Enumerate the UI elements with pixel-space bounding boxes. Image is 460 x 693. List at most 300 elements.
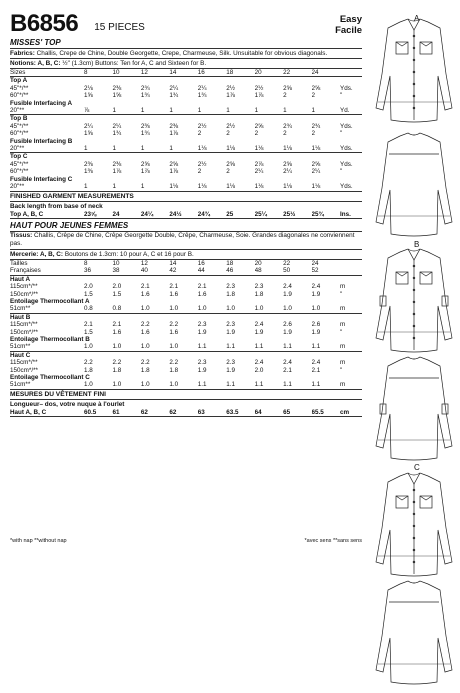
table-cell: 24½ (169, 211, 197, 219)
table-row (10, 153, 362, 161)
table-cell: 46 (226, 267, 254, 275)
table-cell: 2.3 (226, 359, 235, 367)
piece-count: 15 PIECES (94, 22, 145, 33)
table-row (10, 138, 362, 145)
row-label: Entoilage Thermocollant A (10, 297, 90, 305)
view-c-back-drawing (368, 576, 460, 693)
table-cell: 1 (169, 145, 197, 153)
table-cell: 1¾ (140, 130, 150, 138)
table-row (10, 359, 362, 366)
table-cell: 1⅛ (283, 145, 311, 153)
table-cell: 24¾ (198, 211, 226, 219)
footer (10, 538, 362, 544)
table-cell: 2.1 (84, 321, 93, 329)
row-label: 60"*/** (10, 92, 29, 100)
row-unit: m (340, 283, 346, 291)
row-label: 45"*/** (10, 84, 29, 92)
table-row (10, 367, 362, 374)
table-cell: 1⅛ (312, 145, 341, 153)
table-cell: 24 (312, 69, 341, 77)
table-cell: 2 (311, 130, 316, 138)
view-a-back-drawing (368, 128, 460, 245)
table-cell: 2¼ (169, 84, 179, 92)
table-cell: 62 (169, 409, 197, 417)
table-cell: 1 (226, 107, 254, 115)
table-cell: 0.8 (84, 305, 112, 313)
row-label: Entoilage Thermocollant C (10, 374, 90, 381)
table-cell: 2 (197, 130, 202, 138)
table-cell: 8 (84, 259, 88, 267)
table-cell: 1⅛ (169, 183, 197, 191)
footer-right: *avec sens **sans sens (304, 538, 362, 544)
table-row (10, 291, 362, 298)
view-label-b: B (414, 240, 420, 249)
table-cell: 1⅝ (84, 92, 93, 100)
table-cell: 1 (112, 145, 140, 153)
table-cell: 1.9 (197, 366, 207, 374)
finished-measurements-sub-fr: Longueur– dos, votre nuque à l'ourlet (10, 400, 125, 408)
difficulty (335, 14, 362, 36)
table-cell: 2.3 (226, 321, 235, 329)
table-cell: 1⅞ (140, 168, 150, 176)
table-cell: 2 (283, 130, 287, 138)
table-cell: 1 (84, 145, 112, 153)
table-cell: 1.5 (84, 328, 93, 336)
table-cell: 2.4 (311, 359, 321, 367)
finished-measurements-sub: Back length from base of neck (10, 202, 103, 210)
table-cell: 2 (283, 92, 287, 100)
table-cell: 1.0 (283, 305, 311, 313)
view-c-front-drawing (368, 468, 460, 585)
finished-measurements-fr (10, 409, 362, 417)
table-cell: 2⅝ (283, 160, 292, 168)
table-cell: 1.6 (169, 290, 179, 298)
table-cell: 2.2 (112, 359, 122, 367)
table-cell: 1.9 (197, 328, 207, 336)
table-cell: 2⅛ (84, 84, 93, 92)
row-label: Entoilage Thermocollant B (10, 335, 90, 343)
row-unit: " (340, 328, 343, 336)
mercerie-line (10, 250, 362, 260)
row-unit: " (340, 290, 343, 298)
row-label: Top A, B, C (10, 211, 84, 219)
table-row (10, 69, 362, 77)
table-cell: 2¼ (84, 122, 93, 130)
table-cell: 1 (141, 107, 169, 115)
row-unit: " (340, 366, 343, 374)
notions-text: ½" (1.3cm) Buttons: Ten for A, C and Sixteen for B. (60, 60, 207, 67)
table-cell: 2.4 (283, 359, 292, 367)
table-cell: 2⅝ (311, 84, 321, 92)
fabrics-line (10, 49, 362, 59)
yardage-table-en (10, 69, 362, 192)
table-cell: 1.9 (283, 290, 292, 298)
table-cell: 42 (169, 267, 197, 275)
finished-table (10, 211, 362, 219)
table-row (10, 168, 362, 175)
table-cell: 62 (141, 409, 169, 417)
table-cell: 2⅜ (84, 160, 93, 168)
table-row (10, 211, 362, 219)
table-cell: 2½ (254, 84, 264, 92)
row-unit: m (340, 343, 362, 351)
table-cell: 1.9 (283, 328, 292, 336)
row-label: Haut A (10, 275, 31, 283)
table-cell (340, 69, 362, 77)
finished-measurements-en (10, 211, 362, 219)
table-row (10, 260, 362, 267)
table-row (10, 123, 362, 130)
table-cell: 2¼ (283, 168, 292, 176)
table-cell: 1¾ (112, 130, 122, 138)
table-cell: 65.5 (312, 409, 341, 417)
row-unit: " (340, 168, 343, 176)
row-label: 20"** (10, 145, 84, 153)
table-cell: 2.0 (112, 283, 122, 291)
row-unit: Yds. (340, 160, 353, 168)
table-cell: 2⅜ (140, 122, 150, 130)
table-cell: 1⅛ (226, 145, 254, 153)
table-cell: 1.1 (312, 343, 341, 351)
row-label: 60"*/** (10, 168, 29, 176)
table-cell: 1.9 (226, 328, 235, 336)
finished-measurements-title: FINISHED GARMENT MEASUREMENTS (10, 192, 362, 202)
row-label: 20"** (10, 183, 84, 191)
table-row (10, 92, 362, 99)
table-row (10, 336, 362, 343)
yardage-table (10, 260, 362, 390)
table-cell: 1 (141, 145, 169, 153)
table-cell: 36 (84, 267, 112, 275)
table-cell: 2.3 (197, 359, 207, 367)
table-cell: 1⅞ (112, 168, 122, 176)
row-label: Haut A, B, C (10, 409, 84, 417)
table-cell: 2.2 (169, 321, 179, 329)
table-row (10, 409, 362, 417)
table-cell: 1.0 (141, 305, 169, 313)
row-label: Haut C (10, 351, 31, 359)
table-cell: 20 (255, 69, 283, 77)
table-cell: 25¼ (255, 211, 283, 219)
table-cell: 1.9 (226, 366, 235, 374)
table-row (10, 381, 362, 389)
table-cell: 1.0 (255, 305, 283, 313)
table-cell: 1⅜ (84, 168, 93, 176)
table-cell: 1.0 (198, 305, 226, 313)
row-label: 150cm*/** (10, 290, 39, 298)
row-label: 115cm*/** (10, 359, 38, 367)
fabrics-text: Challis, Crepe de Chine, Double Georgette, Crepe, Charmeuse, Silk. Unsuitable for obvious diagonals. (34, 50, 328, 57)
table-cell: 2¾ (283, 122, 292, 130)
table-cell: 52 (312, 267, 341, 275)
row-label: Françaises (10, 267, 84, 275)
table-cell: 1.1 (255, 381, 283, 389)
table-row (10, 183, 362, 191)
table-cell: 1⅛ (198, 145, 226, 153)
table-cell: 63.5 (226, 409, 254, 417)
table-cell: 1.0 (112, 343, 140, 351)
table-cell: 1¾ (197, 92, 207, 100)
table-cell: 2.3 (197, 321, 207, 329)
table-cell: 2⅝ (311, 160, 321, 168)
table-cell: 60.5 (84, 409, 112, 417)
table-cell: 2⅞ (254, 160, 264, 168)
table-row (10, 275, 362, 283)
table-cell: 1 (84, 183, 112, 191)
row-label: Fusible Interfacing A (10, 99, 73, 107)
row-unit: Yds. (340, 122, 353, 130)
table-cell: 0.8 (112, 305, 140, 313)
table-cell: 1.0 (84, 381, 112, 389)
mercerie-label: Mercerie: A, B, C: (10, 250, 64, 258)
table-cell: 2.4 (311, 283, 321, 291)
table-cell: 1.5 (112, 290, 122, 298)
table-cell: 2¼ (311, 168, 321, 176)
table-cell: 2 (254, 130, 259, 138)
row-unit: Ins. (340, 211, 362, 219)
row-label: 51cm** (10, 343, 84, 351)
table-row (10, 305, 362, 313)
yardage-table (10, 69, 362, 192)
table-cell: ⅞ (84, 107, 112, 115)
row-label: Top B (10, 115, 28, 123)
table-cell: 1⅛ (198, 183, 226, 191)
row-unit: Yds. (340, 145, 362, 153)
yardage-table-fr (10, 260, 362, 390)
table-cell: 1⅞ (169, 168, 179, 176)
table-cell: 1 (312, 107, 341, 115)
table-cell: 2¾ (140, 84, 150, 92)
row-label: Top A (10, 77, 28, 85)
table-row (10, 161, 362, 168)
table-cell: 1.8 (254, 290, 264, 298)
table-cell: 2¼ (112, 122, 122, 130)
table-cell: 8 (84, 69, 112, 77)
table-cell: 1 (141, 183, 169, 191)
table-cell: 63 (198, 409, 226, 417)
table-cell: 22 (283, 69, 311, 77)
table-row (10, 107, 362, 115)
table-row (10, 85, 362, 92)
table-cell: 2⅜ (169, 122, 179, 130)
table-cell: 2½ (226, 84, 235, 92)
table-cell: 1.8 (226, 290, 235, 298)
table-cell: 1.0 (312, 305, 341, 313)
table-cell: 1⅛ (226, 183, 254, 191)
table-cell: 1.8 (84, 366, 93, 374)
finished-table (10, 409, 362, 417)
table-cell: 1 (112, 107, 140, 115)
table-cell: 38 (112, 267, 140, 275)
tissus-text: Challis, Crêpe de Chine, Crêpe Georgette Double, Crêpe, Charmeuse, Soie. Grandes diagonales ne conviennent pas. (10, 231, 355, 248)
table-cell: 1.8 (112, 366, 122, 374)
table-cell: 1.6 (140, 328, 150, 336)
table-row (10, 130, 362, 137)
table-cell: 25 (226, 211, 254, 219)
fabrics-label: Fabrics: (10, 50, 35, 57)
table-cell: 1.0 (84, 343, 112, 351)
table-cell: 1⅛ (255, 183, 283, 191)
table-cell: 1⅞ (169, 130, 179, 138)
table-cell: 12 (141, 69, 169, 77)
table-cell: 1⅛ (255, 145, 283, 153)
notions-line (10, 59, 362, 69)
table-cell: 65 (283, 409, 311, 417)
table-cell: 1.1 (198, 381, 226, 389)
table-cell: 48 (255, 267, 283, 275)
table-cell: 64 (255, 409, 283, 417)
table-cell: 2.3 (226, 283, 235, 291)
view-b-back-drawing (368, 352, 460, 469)
table-cell: 1.0 (226, 305, 254, 313)
pattern-envelope-back (10, 6, 362, 417)
table-cell: 1.1 (198, 343, 226, 351)
table-cell: 1.1 (283, 343, 311, 351)
table-cell: 1.1 (226, 343, 254, 351)
row-unit: Yd. (340, 107, 362, 115)
table-cell: 1⅝ (84, 130, 93, 138)
table-cell: 10 (112, 69, 140, 77)
table-row (10, 351, 362, 359)
table-cell: 2 (311, 92, 316, 100)
table-cell: 2.6 (311, 321, 321, 329)
table-cell: 2 (226, 168, 230, 176)
table-cell: 1.9 (254, 328, 264, 336)
table-cell: 2⅜ (112, 160, 122, 168)
notions-label: Notions: A, B, C: (10, 60, 61, 67)
table-cell: 2¼ (197, 84, 207, 92)
table-cell: 1 (169, 107, 197, 115)
table-cell: 1.6 (140, 290, 150, 298)
row-unit: cm (340, 409, 362, 417)
table-cell: 25¾ (312, 211, 341, 219)
table-row (10, 374, 362, 381)
table-row (10, 100, 362, 107)
table-cell: 1.8 (169, 366, 179, 374)
technical-drawings (368, 0, 460, 687)
table-cell: 2 (197, 168, 202, 176)
pattern-number: B6856 (10, 10, 79, 37)
table-cell: 1¾ (169, 92, 179, 100)
row-label: Tailles (10, 259, 28, 267)
table-cell: 20 (254, 259, 262, 267)
table-cell: 2½ (197, 122, 207, 130)
row-unit: m (340, 321, 346, 329)
table-cell: 14 (169, 259, 177, 267)
row-unit: Yds. (340, 183, 362, 191)
tissus-label: Tissus: (10, 231, 33, 239)
table-cell: 18 (226, 69, 254, 77)
row-unit: Yds. (340, 84, 353, 92)
row-label: Fusible Interfacing C (10, 175, 73, 183)
table-cell: 1.0 (169, 343, 197, 351)
table-cell: 2.4 (254, 321, 264, 329)
row-label: Sizes (10, 69, 84, 77)
table-row (10, 321, 362, 328)
table-cell: 16 (197, 259, 205, 267)
view-label-a: A (414, 14, 420, 23)
table-cell: 50 (283, 267, 311, 275)
haut-title: HAUT POUR JEUNES FEMMES (10, 221, 362, 232)
table-cell: 12 (140, 259, 148, 267)
table-cell: 1⅛ (283, 183, 311, 191)
table-row (10, 298, 362, 305)
table-cell: 1.1 (226, 381, 254, 389)
table-cell (340, 267, 362, 275)
row-unit: m (340, 359, 346, 367)
table-cell: 2.3 (254, 283, 264, 291)
table-cell (340, 260, 362, 267)
table-cell: 44 (198, 267, 226, 275)
table-cell: 1.0 (169, 305, 197, 313)
difficulty-fr: Facile (335, 25, 362, 36)
table-cell: 1.6 (169, 328, 179, 336)
table-cell: 2⅝ (254, 122, 264, 130)
table-cell: 1 (255, 107, 283, 115)
table-cell: 16 (198, 69, 226, 77)
row-label: 51cm** (10, 381, 84, 389)
table-cell: 1.9 (311, 328, 321, 336)
view-b-front-drawing (368, 244, 460, 361)
table-cell: 24 (112, 211, 140, 219)
table-cell: 2.2 (84, 359, 93, 367)
footer-left: *with nap **without nap (10, 538, 67, 544)
table-cell: 2⅜ (112, 84, 122, 92)
table-cell: 2.1 (169, 283, 179, 291)
table-cell: 1.8 (140, 366, 150, 374)
row-label: 115cm*/** (10, 283, 38, 291)
table-cell: 2¼ (254, 168, 264, 176)
table-cell: 2⅝ (283, 84, 292, 92)
table-cell: 2.0 (84, 283, 93, 291)
row-label: 150cm*/** (10, 366, 39, 374)
table-cell: 2.1 (311, 366, 321, 374)
row-label: 60"*/** (10, 130, 29, 138)
table-cell: 1.6 (197, 290, 207, 298)
row-unit: m (340, 305, 362, 313)
table-cell: 2.2 (140, 359, 150, 367)
row-unit: " (340, 130, 343, 138)
table-cell: 2⅝ (140, 160, 150, 168)
table-cell: 1.5 (84, 290, 93, 298)
table-cell: 1¾ (140, 92, 150, 100)
table-cell: 1 (283, 107, 311, 115)
row-label: 45"*/** (10, 160, 29, 168)
table-cell: 40 (141, 267, 169, 275)
table-cell: 24 (311, 259, 319, 267)
table-cell: 1⅞ (226, 92, 235, 100)
table-cell: 23⅝ (84, 211, 112, 219)
table-cell: 14 (169, 69, 197, 77)
table-cell: 2.6 (283, 321, 292, 329)
table-row (10, 283, 362, 290)
table-cell: 2⅝ (169, 160, 179, 168)
view-label-c: C (414, 463, 420, 472)
table-cell: 2.2 (169, 359, 179, 367)
row-label: 51cm** (10, 305, 84, 313)
table-cell: 2.1 (283, 366, 292, 374)
row-label: 45"*/** (10, 122, 29, 130)
table-cell: 2.0 (254, 366, 264, 374)
table-cell: 1.0 (141, 381, 169, 389)
table-cell: 25½ (283, 211, 311, 219)
table-cell: 1 (198, 107, 226, 115)
row-label: 150cm*/** (10, 328, 39, 336)
table-cell: 1⅝ (112, 92, 122, 100)
mercerie-text: Boutons de 1.3cm: 10 pour A, C et 16 pour B. (63, 250, 194, 258)
header (10, 6, 362, 36)
table-cell: 22 (283, 259, 291, 267)
